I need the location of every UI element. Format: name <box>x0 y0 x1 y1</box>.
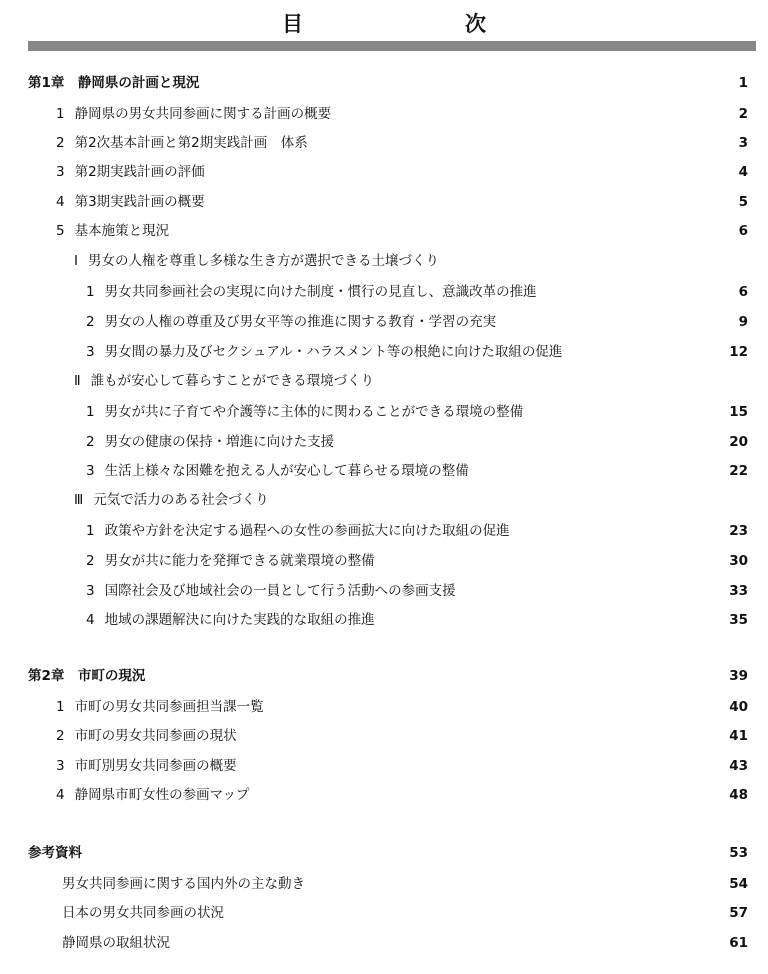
toc-entry-label: 4 地域の課題解決に向けた実践的な取組の推進 <box>86 612 375 628</box>
toc-row[interactable] <box>0 520 768 542</box>
toc-page-number: 39 <box>729 668 748 684</box>
toc-page-number: 9 <box>738 314 748 330</box>
toc-page-number: 5 <box>738 194 748 210</box>
toc-entry-label: 2 市町の男女共同参画の現状 <box>56 728 237 744</box>
toc-row[interactable] <box>0 132 768 154</box>
toc-row[interactable] <box>0 550 768 572</box>
toc-page-number: 3 <box>738 135 748 151</box>
toc-row[interactable] <box>0 72 768 94</box>
toc-page-number: 15 <box>729 404 748 420</box>
toc-page-number: 4 <box>738 164 748 180</box>
toc-entry-label: 3 第2期実践計画の評価 <box>56 164 205 180</box>
toc-row[interactable] <box>0 932 768 954</box>
toc-entry-label: 第1章 静岡県の計画と現況 <box>28 75 200 91</box>
toc-row[interactable] <box>0 220 768 242</box>
toc-entry-label: 4 第3期実践計画の概要 <box>56 194 205 210</box>
toc-page-number: 57 <box>729 905 748 921</box>
toc-row[interactable] <box>0 842 768 864</box>
toc-entry-label: 静岡県の取組状況 <box>62 935 170 951</box>
toc-entry-label: 1 静岡県の男女共同参画に関する計画の概要 <box>56 106 332 122</box>
toc-entry-label: 1 男女が共に子育てや介護等に主体的に関わることができる環境の整備 <box>86 404 524 420</box>
toc-row[interactable] <box>0 341 768 363</box>
toc-entry-label: 3 生活上様々な困難を抱える人が安心して暮らせる環境の整備 <box>86 463 469 479</box>
toc-page-number: 30 <box>729 553 748 569</box>
toc-row[interactable] <box>0 250 768 272</box>
toc-row[interactable] <box>0 161 768 183</box>
toc-entry-label: 第2章 市町の現況 <box>28 668 146 684</box>
toc-page-number: 61 <box>729 935 748 951</box>
toc-entry-label: 3 男女間の暴力及びセクシュアル・ハラスメント等の根絶に向けた取組の促進 <box>86 344 563 360</box>
toc-entry-label: 3 国際社会及び地域社会の一員として行う活動への参画支援 <box>86 583 456 599</box>
toc-entry-label: Ⅰ 男女の人権を尊重し多様な生き方が選択できる土壌づくり <box>74 253 439 269</box>
toc-entry-label: 1 市町の男女共同参画担当課一覧 <box>56 699 264 715</box>
page-title: 目 次 <box>282 12 526 36</box>
toc-row[interactable] <box>0 609 768 631</box>
toc-row[interactable] <box>0 489 768 511</box>
toc-entry-label: 1 政策や方針を決定する過程への女性の参画拡大に向けた取組の促進 <box>86 523 510 539</box>
toc-page-number: 40 <box>729 699 748 715</box>
toc-row[interactable] <box>0 191 768 213</box>
toc-page-number: 12 <box>729 344 748 360</box>
toc-entry-label: 参考資料 <box>28 845 82 861</box>
toc-page-number: 23 <box>729 523 748 539</box>
toc-page-number: 41 <box>729 728 748 744</box>
toc-page-number: 22 <box>729 463 748 479</box>
toc-row[interactable] <box>0 401 768 423</box>
toc-entry-label: 2 男女の人権の尊重及び男女平等の推進に関する教育・学習の充実 <box>86 314 497 330</box>
toc-entry-label: 1 男女共同参画社会の実現に向けた制度・慣行の見直し、意識改革の推進 <box>86 284 537 300</box>
toc-row[interactable] <box>0 902 768 924</box>
toc-page-number: 54 <box>729 876 748 892</box>
toc-entry-label: Ⅱ 誰もが安心して暮らすことができる環境づくり <box>74 373 375 389</box>
toc-page-number: 1 <box>738 75 748 91</box>
toc-entry-label: Ⅲ 元気で活力のある社会づくり <box>74 492 269 508</box>
toc-page-number: 6 <box>738 223 748 239</box>
toc-entry-label: 2 男女が共に能力を発揮できる就業環境の整備 <box>86 553 375 569</box>
toc-entry-label: 2 男女の健康の保持・増進に向けた支援 <box>86 434 335 450</box>
toc-row[interactable] <box>0 431 768 453</box>
toc-entry-label: 5 基本施策と現況 <box>56 223 170 239</box>
toc-page-number: 2 <box>738 106 748 122</box>
toc-row[interactable] <box>0 696 768 718</box>
toc-row[interactable] <box>0 460 768 482</box>
toc-row[interactable] <box>0 755 768 777</box>
toc-row[interactable] <box>0 580 768 602</box>
toc-row[interactable] <box>0 311 768 333</box>
toc-page-number: 43 <box>729 758 748 774</box>
toc-entry-label: 2 第2次基本計画と第2期実践計画 体系 <box>56 135 308 151</box>
toc-entry-label: 4 静岡県市町女性の参画マップ <box>56 787 250 803</box>
toc-row[interactable] <box>0 103 768 125</box>
toc-row[interactable] <box>0 873 768 895</box>
toc-page-number: 53 <box>729 845 748 861</box>
toc-entry-label: 男女共同参画に関する国内外の主な動き <box>62 876 305 892</box>
toc-entry-label: 日本の男女共同参画の状況 <box>62 905 224 921</box>
toc-row[interactable] <box>0 665 768 687</box>
toc-entry-label: 3 市町別男女共同参画の概要 <box>56 758 237 774</box>
toc-page-number: 48 <box>729 787 748 803</box>
toc-page-number: 33 <box>729 583 748 599</box>
toc-page-number: 20 <box>729 434 748 450</box>
toc-page-number: 6 <box>738 284 748 300</box>
toc-row[interactable] <box>0 784 768 806</box>
toc-row[interactable] <box>0 370 768 392</box>
toc-page-number: 35 <box>729 612 748 628</box>
toc-row[interactable] <box>0 725 768 747</box>
toc-row[interactable] <box>0 281 768 303</box>
